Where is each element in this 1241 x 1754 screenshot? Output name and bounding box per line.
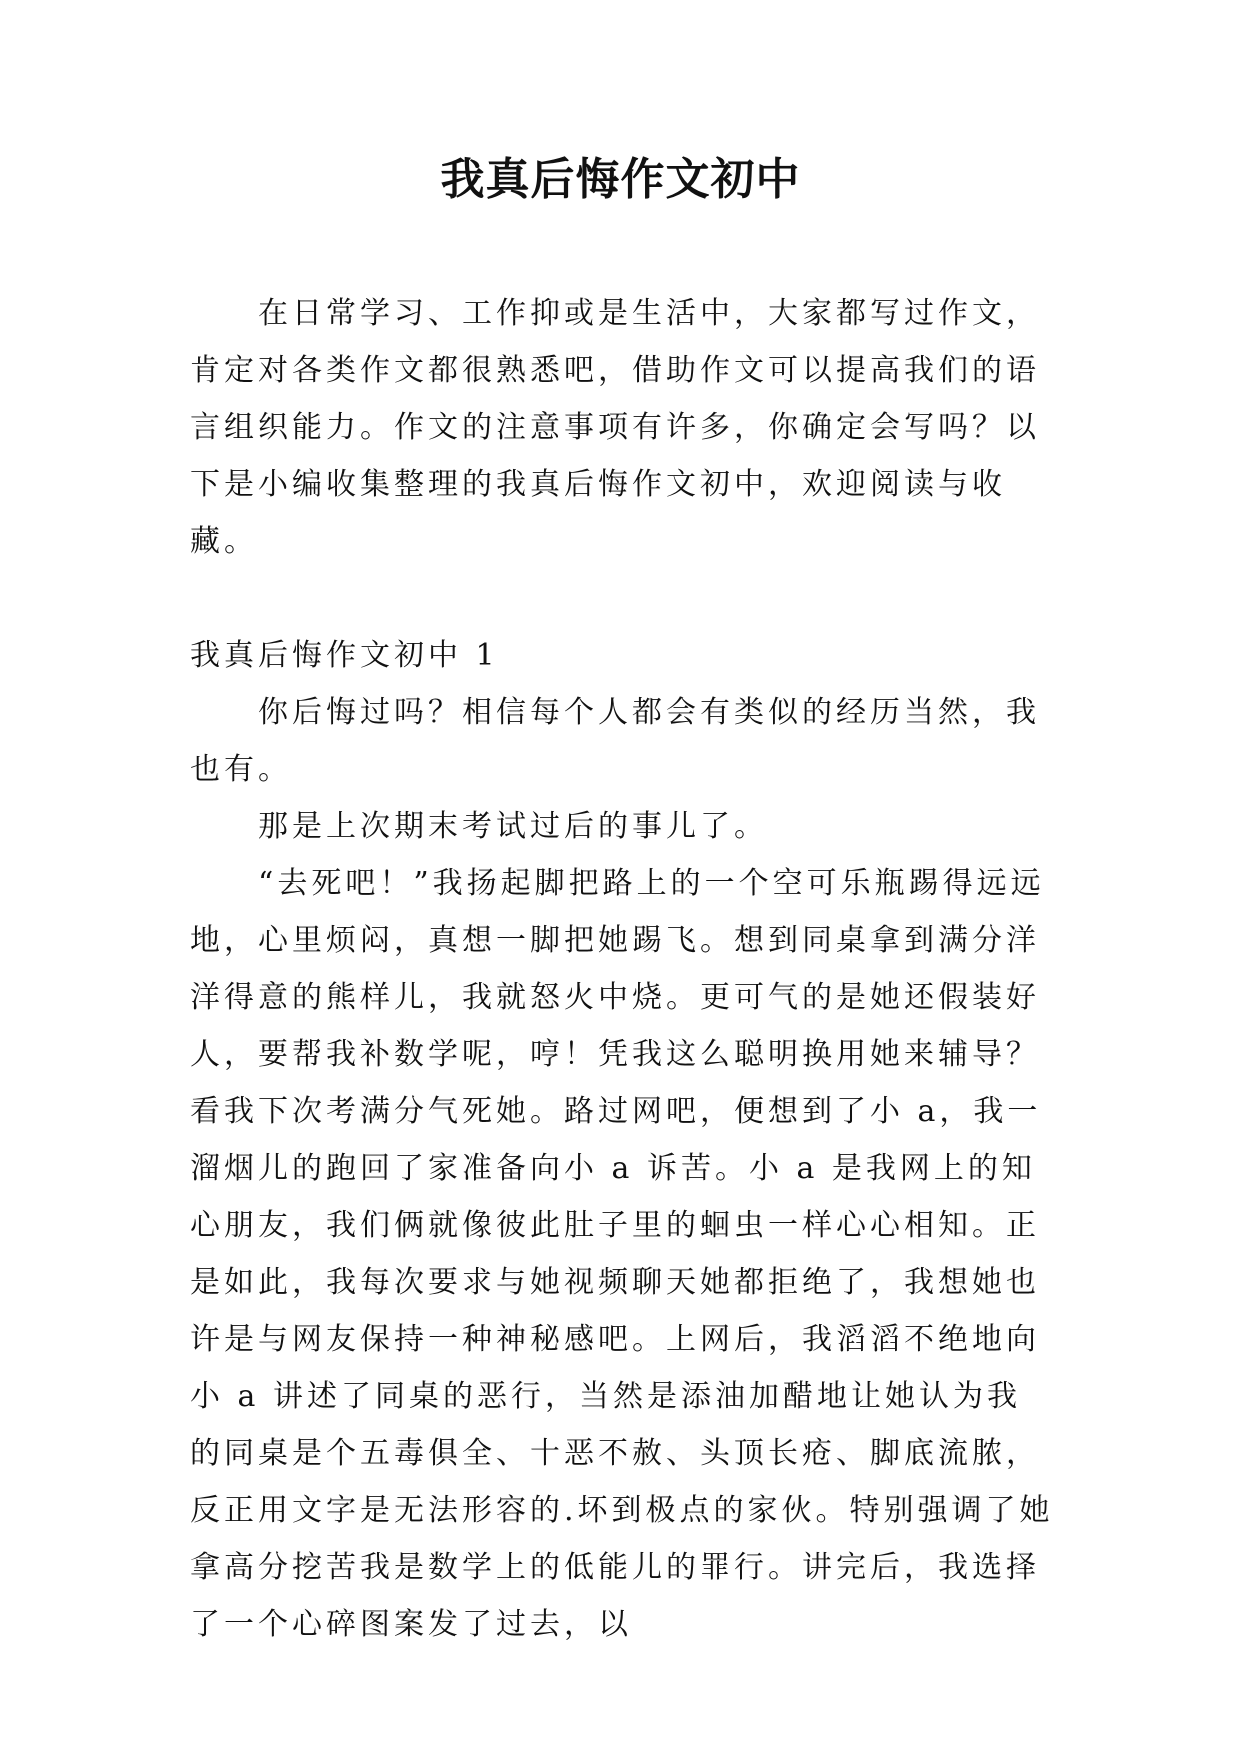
intro-paragraph: 在日常学习、工作抑或是生活中，大家都写过作文，肯定对各类作文都很熟悉吧，借助作文可以提高我们的语言组织能力。作文的注意事项有许多，你确定会写吗？以下是小编收集整理的我真后悔作文初中，欢迎阅读与收藏。: [190, 296, 1040, 559]
section-heading: 我真后悔作文初中 1: [190, 638, 499, 673]
body-paragraph-1: 你后悔过吗？相信每个人都会有类似的经历当然，我也有。: [190, 695, 1040, 787]
paragraph-spacer: [190, 570, 1054, 627]
document-title: 我真后悔作文初中: [440, 154, 801, 205]
document-body: [190, 285, 1054, 1653]
body-paragraph-3: “去死吧！”我扬起脚把路上的一个空可乐瓶踢得远远地，心里烦闷，真想一脚把她踢飞。想到同桌拿到满分洋洋得意的熊样儿，我就怒火中烧。更可气的是她还假装好人，要帮我补数学呢，哼！凭我这么聪明换用她来辅导？看我下次考满分气死她。路过网吧，便想到了小 a，我一溜烟儿的跑回了家准备向小 a 诉苦。小 a 是我网上的知心朋友，我们俩就像彼此肚子里的蛔虫一样心心相知。正是如此，我每次要求与她视频聊天她都拒绝了，我想她也许是与网友保持一种神秘感吧。上网后，我滔滔不绝地向小 a 讲述了同桌的恶行，当然是添油加醋地让她认为我的同桌是个五毒俱全、十恶不赦、头顶长疮、脚底流脓，反正用文字是无法形容的.坏到极点的家伙。特别强调了她拿高分挖苦我是数学上的低能儿的罪行。讲完后，我选择了一个心碎图案发了过去，以: [190, 866, 1054, 1642]
body-paragraph-2: 那是上次期末考试过后的事儿了。: [258, 809, 768, 844]
